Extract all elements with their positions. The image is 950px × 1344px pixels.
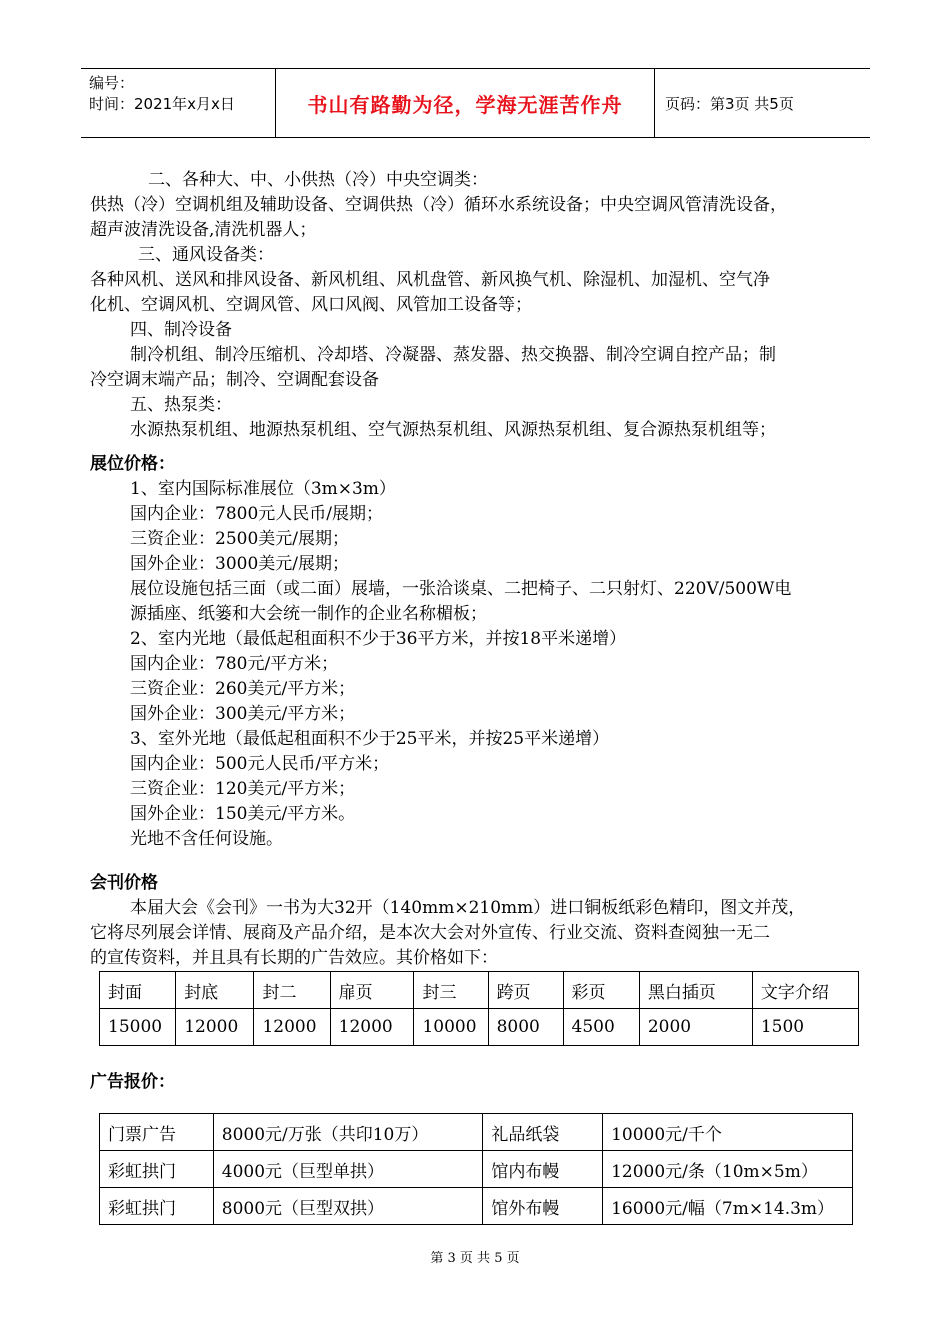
booth-price-heading: 展位价格： bbox=[90, 454, 175, 474]
text-line: 它将尽列展会详情、展商及产品介绍，是本次大会对外宣传、行业交流、资料查阅独一无二 bbox=[90, 923, 770, 943]
text-line: 1、室内国际标准展位（3m×3m） bbox=[130, 479, 396, 499]
table-header-cell: 封三 bbox=[414, 972, 488, 1009]
text-line: 供热（冷）空调机组及辅助设备、空调供热（冷）循环水系统设备；中央空调风管清洗设备， bbox=[90, 195, 787, 215]
text-line: 国内企业：500元人民币/平方米； bbox=[130, 754, 390, 774]
table-cell: 12000 bbox=[254, 1009, 330, 1046]
table-cell: 15000 bbox=[100, 1009, 176, 1046]
text-line: 冷空调末端产品；制冷、空调配套设备 bbox=[90, 370, 379, 390]
text-line: 制冷机组、制冷压缩机、冷却塔、冷凝器、蒸发器、热交换器、制冷空调自控产品；制 bbox=[130, 345, 776, 365]
text-line: 三、通风设备类： bbox=[138, 245, 274, 265]
ad-price-table bbox=[99, 1113, 853, 1225]
table-cell: 8000元/万张（共印10万） bbox=[213, 1114, 483, 1151]
text-line: 水源热泵机组、地源热泵机组、空气源热泵机组、风源热泵机组、复合源热泵机组等； bbox=[130, 420, 776, 440]
text-line: 三资企业：260美元/平方米； bbox=[130, 679, 356, 699]
text-line: 三资企业：2500美元/展期； bbox=[130, 529, 349, 549]
text-line: 超声波清洗设备,清洗机器人； bbox=[90, 220, 317, 240]
text-line: 国内企业：7800元人民币/展期； bbox=[130, 504, 383, 524]
text-line: 五、热泵类： bbox=[130, 395, 232, 415]
document-body bbox=[90, 168, 870, 971]
table-cell: 12000元/条（10m×5m） bbox=[603, 1151, 853, 1188]
table-row bbox=[100, 1151, 853, 1188]
table-cell: 2000 bbox=[639, 1009, 752, 1046]
booth-price-section bbox=[90, 477, 870, 852]
table-header-cell: 黑白插页 bbox=[639, 972, 752, 1009]
journal-table-header-row bbox=[100, 972, 859, 1009]
table-cell: 1500 bbox=[752, 1009, 858, 1046]
table-header-cell: 扉页 bbox=[330, 972, 414, 1009]
table-cell: 12000 bbox=[176, 1009, 254, 1046]
journal-table-value-row bbox=[100, 1009, 859, 1046]
text-line: 国外企业：3000美元/展期； bbox=[130, 554, 349, 574]
table-row bbox=[100, 1114, 853, 1151]
header-meta bbox=[81, 69, 276, 137]
table-header-cell: 文字介绍 bbox=[752, 972, 858, 1009]
text-line: 国外企业：300美元/平方米； bbox=[130, 704, 356, 724]
table-header-cell: 跨页 bbox=[488, 972, 563, 1009]
table-cell: 12000 bbox=[330, 1009, 414, 1046]
table-cell: 礼品纸袋 bbox=[483, 1114, 603, 1151]
table-cell: 彩虹拱门 bbox=[100, 1188, 214, 1225]
table-row bbox=[100, 1188, 853, 1225]
text-line: 的宣传资料，并且具有长期的广告效应。其价格如下： bbox=[90, 948, 498, 968]
table-cell: 8000元（巨型双拱） bbox=[213, 1188, 483, 1225]
table-cell: 馆外布幔 bbox=[483, 1188, 603, 1225]
journal-price-section bbox=[90, 896, 870, 971]
table-header-cell: 封二 bbox=[254, 972, 330, 1009]
table-cell: 10000 bbox=[414, 1009, 488, 1046]
text-line: 二、各种大、中、小供热（冷）中央空调类： bbox=[148, 170, 488, 190]
journal-price-table bbox=[99, 971, 859, 1046]
table-cell: 10000元/千个 bbox=[603, 1114, 853, 1151]
text-line: 化机、空调风机、空调风管、风口风阀、风管加工设备等； bbox=[90, 295, 532, 315]
text-line: 四、制冷设备 bbox=[130, 320, 232, 340]
table-cell: 8000 bbox=[488, 1009, 563, 1046]
text-line: 3、室外光地（最低起租面积不少于25平米，并按25平米递增） bbox=[130, 729, 610, 749]
text-line: 国外企业：150美元/平方米。 bbox=[130, 804, 356, 824]
text-line: 本届大会《会刊》一书为大32开（140mm×210mm）进口铜板纸彩色精印，图文并茂， bbox=[130, 898, 806, 918]
table-cell: 门票广告 bbox=[100, 1114, 214, 1151]
ad-price-heading: 广告报价： bbox=[90, 1072, 175, 1092]
page-header bbox=[81, 68, 870, 138]
text-line: 源插座、纸篓和大会统一制作的企业名称楣板； bbox=[130, 604, 487, 624]
text-line: 展位设施包括三面（或二面）展墙，一张洽谈桌、二把椅子、二只射灯、220V/500W电 bbox=[130, 579, 792, 599]
category-section bbox=[90, 168, 870, 443]
table-cell: 4500 bbox=[563, 1009, 639, 1046]
text-line: 三资企业：120美元/平方米； bbox=[130, 779, 356, 799]
table-header-cell: 封面 bbox=[100, 972, 176, 1009]
table-header-cell: 封底 bbox=[176, 972, 254, 1009]
header-motto: 书山有路勤为径，学海无涯苦作舟 bbox=[276, 69, 655, 137]
journal-price-heading: 会刊价格 bbox=[90, 873, 158, 893]
table-cell: 馆内布幔 bbox=[483, 1151, 603, 1188]
table-cell: 4000元（巨型单拱） bbox=[213, 1151, 483, 1188]
table-cell: 16000元/幅（7m×14.3m） bbox=[603, 1188, 853, 1225]
header-number: 编号： bbox=[89, 74, 135, 92]
text-line: 2、室内光地（最低起租面积不少于36平方米，并按18平米递增） bbox=[130, 629, 627, 649]
table-cell: 彩虹拱门 bbox=[100, 1151, 214, 1188]
header-page-info: 页码：第3页 共5页 bbox=[665, 94, 794, 113]
header-time: 时间：2021年x月x日 bbox=[89, 95, 235, 113]
text-line: 各种风机、送风和排风设备、新风机组、风机盘管、新风换气机、除湿机、加湿机、空气净 bbox=[90, 270, 770, 290]
page-footer: 第 3 页 共 5 页 bbox=[430, 1251, 520, 1266]
text-line: 国内企业：780元/平方米； bbox=[130, 654, 339, 674]
text-line: 光地不含任何设施。 bbox=[130, 829, 283, 849]
table-header-cell: 彩页 bbox=[563, 972, 639, 1009]
